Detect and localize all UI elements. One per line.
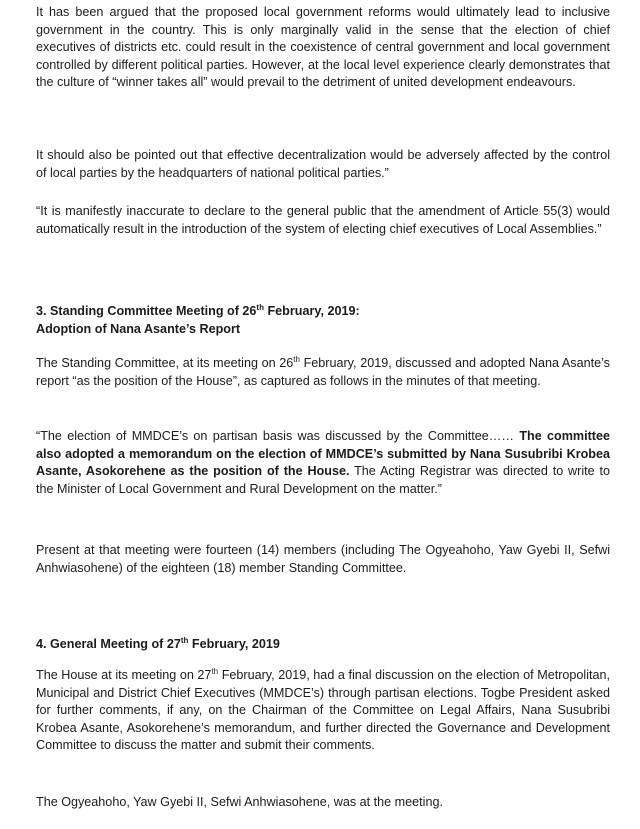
- section-3-heading: [36, 303, 610, 338]
- paragraph-article-55-quote: “It is manifestly inaccurate to declare to the general public that the amendment of Article 55(3) would automatically result in the introduction of the system of electing chief executives of Local Assemblies.”: [36, 204, 610, 236]
- paragraph-standing-committee: The Standing Committee, at its meeting on 26th February, 2019, discussed and adopted Nana Asante’s report “as the position of the House”, as captured as follows in the minutes of that meeting.: [36, 354, 610, 388]
- adopted-memorandum-bold: The committee also adopted a memorandum on the election of MMDCE’s submitted by Nana Susubribi Krobea Asante, Asokorehene as the position of the House.: [36, 429, 610, 478]
- paragraph-decentralization: It should also be pointed out that effective decentralization would be adversely affected by the control of local parties by the headquarters of national political parties.”: [36, 148, 610, 180]
- paragraph-general-meeting: The House at its meeting on 27th February, 2019, had a final discussion on the election of Metropolitan, Municipal and District Chief Executives (MMDCE’s) through partisan elections. Togbe President asked for further comments, if any, on the Chairman of the Committee on Legal Affairs, Nana Susubribi Krobea Asante, Asokorehene’s memorandum, and further directed the Governance and Development Committee to discuss the matter and submit their comments.: [36, 666, 611, 752]
- section-4-heading: 4. General Meeting of 27th February, 2019: [36, 635, 280, 651]
- paragraph-ogyeahoho-present: The Ogyeahoho, Yaw Gyebi II, Sefwi Anhwiasohene, was at the meeting.: [36, 795, 443, 809]
- section-3-subtitle: Adoption of Nana Asante’s Report: [36, 321, 241, 336]
- section-3-title-line: 3. Standing Committee Meeting of 26th February, 2019:: [36, 302, 360, 318]
- paragraph-minutes-quote: “The election of MMDCE’s on partisan basis was discussed by the Committee…… The committee also adopted a memorandum on the election of MMDCE’s submitted by Nana Susubribi Krobea Asante, Asokorehene as the position of the House. The Acting Registrar was directed to write to the Minister of Local Government and Rural Development on the matter.”: [36, 429, 611, 496]
- paragraph-members-present: Present at that meeting were fourteen (14) members (including The Ogyeahoho, Yaw Gyebi II, Sefwi Anhwiasohene) of the eighteen (18) member Standing Committee.: [36, 543, 610, 575]
- paragraph-inclusive-government: It has been argued that the proposed local government reforms would ultimately lead to inclusive government in the country. This is only marginally valid in the sense that the election of chief executives of districts etc. could result in the coexistence of central government and local government controlled by different political parties. However, at the local level experience clearly demonstrates that the culture of “winner takes all” would prevail to the detriment of united development endeavours.: [36, 5, 610, 89]
